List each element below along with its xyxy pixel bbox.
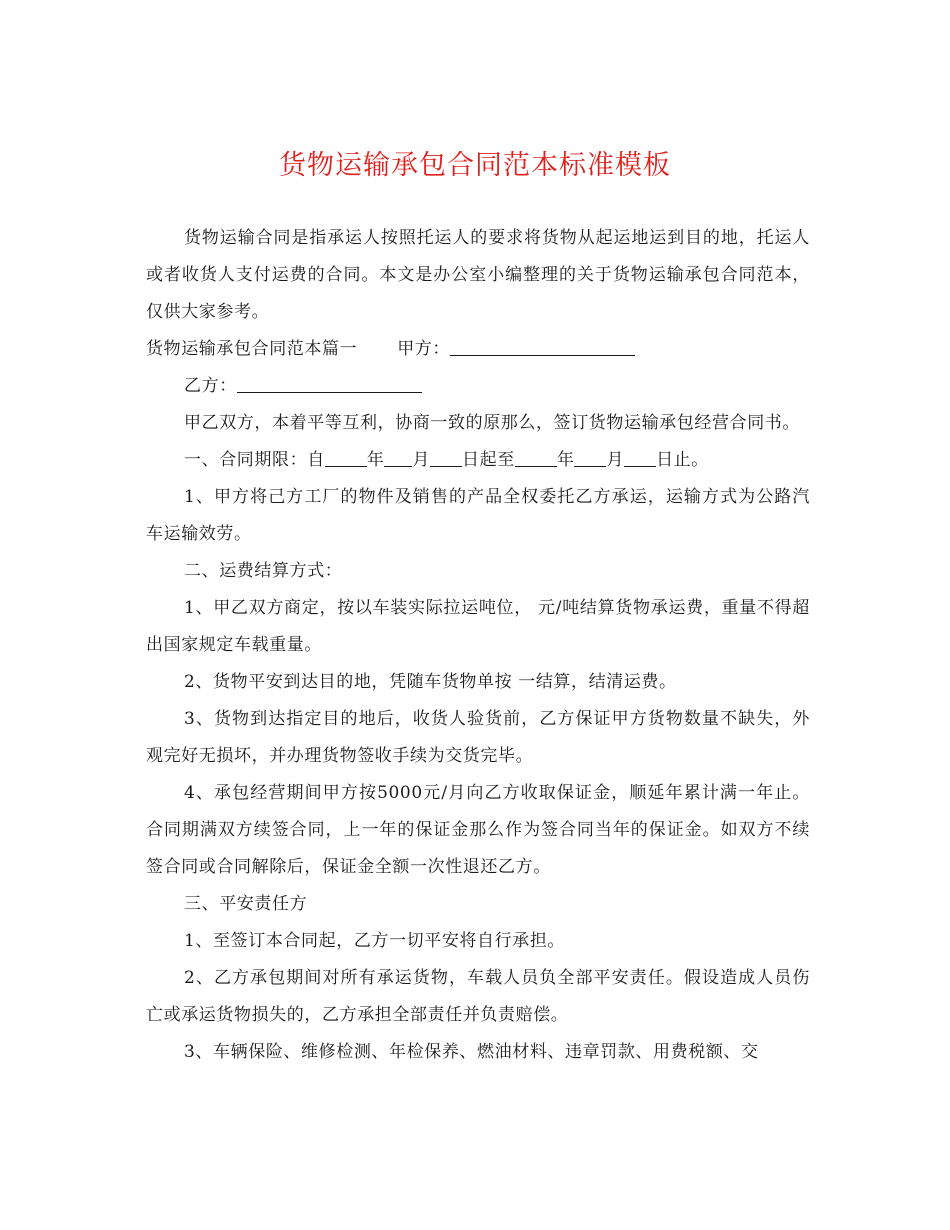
blank-year-2 xyxy=(515,449,557,467)
term-prefix: 一、合同期限：自 xyxy=(184,450,325,470)
party-a-blank xyxy=(450,338,635,356)
party-b-label: 乙方： xyxy=(184,376,237,396)
term-day-1: 日起至 xyxy=(462,450,515,470)
document-title: 货物运输承包合同范本标准模板 xyxy=(279,150,671,181)
party-a-label: 甲方： xyxy=(397,339,451,359)
clause-1-1: 1、甲方将己方工厂的物件及销售的产品全权委托乙方承运，运输方式为公路汽车运输效劳。 xyxy=(146,487,810,544)
clause-3-1: 1、至签订本合同起，乙方一切平安将自行承担。 xyxy=(184,931,566,951)
clause-2-4: 4、承包经营期间甲方按5000元/月向乙方收取保证金，顺延年累计满一年止。合同期满双方续签合同，上一年的保证金那么作为签合同当年的保证金。如双方不续签合同或合同解除后，保证金全额一次性退还乙方。 xyxy=(146,783,810,877)
clause-3-2: 2、乙方承包期间对所有承运货物，车载人员负全部平安责任。假设造成人员伤亡或承运货物损失的，乙方承担全部责任并负责赔偿。 xyxy=(146,968,810,1025)
clause-2-2: 2、货物平安到达目的地，凭随车货物单按 一结算，结清运费。 xyxy=(184,672,677,692)
term-day-2: 日止。 xyxy=(656,450,709,470)
heading-3: 三、平安责任方 xyxy=(184,894,308,914)
blank-month-1 xyxy=(384,449,412,467)
intro-paragraph: 货物运输合同是指承运人按照托运人的要求将货物从起运地运到目的地，托运人或者收货人支付运费的合同。本文是办公室小编整理的关于货物运输承包合同范本，仅供大家参考。 xyxy=(146,228,810,322)
blank-day-2 xyxy=(624,449,656,467)
section-heading: 货物运输承包合同范本篇一 xyxy=(146,339,358,359)
clause-2-1: 1、甲乙双方商定，按以车装实际拉运吨位， 元/吨结算货物承运费，重量不得超出国家规定车载重量。 xyxy=(146,598,810,655)
section-heading-line xyxy=(146,331,810,368)
party-b-line xyxy=(146,368,810,405)
clause-2-3: 3、货物到达指定目的地后，收货人验货前，乙方保证甲方货物数量不缺失，外观完好无损坏，并办理货物签收手续为交货完毕。 xyxy=(146,709,810,766)
term-month-1: 月 xyxy=(412,450,431,470)
preamble-paragraph: 甲乙双方，本着平等互利，协商一致的原那么，签订货物运输承包经营合同书。 xyxy=(184,413,800,433)
blank-month-2 xyxy=(574,449,606,467)
clause-3-3: 3、车辆保险、维修检测、年检保养、燃油材料、违章罚款、用费税额、交 xyxy=(184,1042,759,1062)
heading-2: 二、运费结算方式： xyxy=(184,561,343,581)
blank-year-1 xyxy=(325,449,367,467)
term-month-2: 月 xyxy=(606,450,625,470)
party-b-blank xyxy=(237,375,422,393)
document-body xyxy=(146,220,810,1071)
term-paragraph xyxy=(146,442,810,479)
blank-day-1 xyxy=(430,449,462,467)
term-year-1: 年 xyxy=(366,450,385,470)
term-year-2: 年 xyxy=(556,450,575,470)
